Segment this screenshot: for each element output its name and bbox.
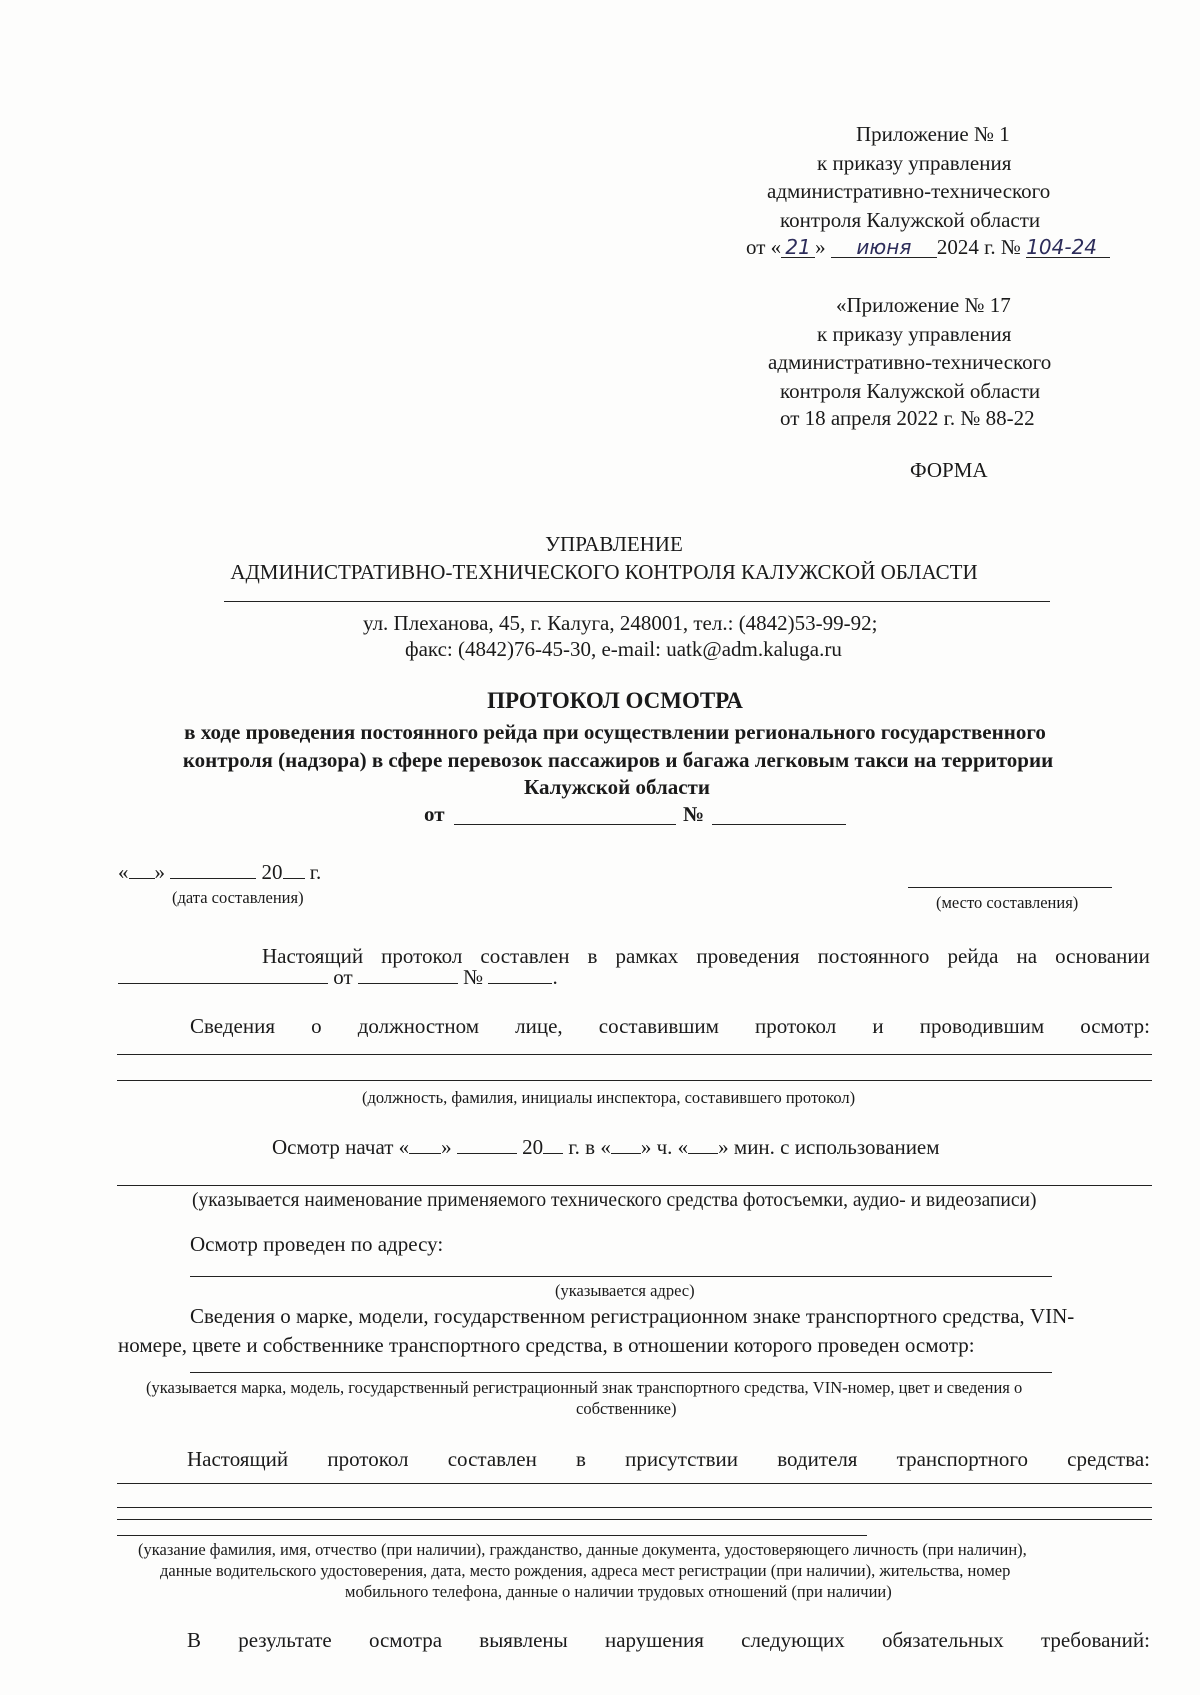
basis-word: проведения [696,944,800,968]
driver-line [187,1447,1150,1472]
basis-reference-line [118,965,558,990]
result-word: осмотра [368,1628,443,1652]
annex17-line-5: от 18 апреля 2022 г. № 88-22 [780,406,1035,430]
equipment-caption: (указывается наименование применяемого технического средства фотосъемки, аудио- и видеозаписи) [192,1190,1037,1211]
driver-word: средства: [1067,1447,1150,1471]
year-prefix: 20 [261,860,283,884]
annex1-month-handwritten: июня [831,237,937,258]
result-word: обязательных [881,1628,1004,1652]
start-day-blank [409,1139,441,1154]
driver-blank-3 [117,1519,1152,1520]
annex1-line-2: к приказу управления [817,151,1012,175]
driver-blank-4 [117,1535,867,1536]
driver-word: в [576,1447,586,1471]
agency-address: ул. Плеханова, 45, г. Калуга, 248001, тел.: (4842)53-99-92; [363,611,878,635]
driver-blank-2 [117,1507,1152,1508]
start-close-quote: » [441,1135,452,1159]
vehicle-line-1: Сведения о марке, модели, государственном регистрационном знаке транспортного средства, VIN- [190,1304,1075,1328]
basis-word: на [1016,944,1038,968]
result-word: выявлены [479,1628,568,1652]
start-time-at: г. в « [568,1135,611,1159]
start-minute-blank [688,1139,718,1154]
compose-date-line [118,860,321,885]
driver-caption-3: мобильного телефона, данные о наличии трудовых отношений (при наличии) [345,1582,892,1601]
driver-word: протокол [327,1447,409,1471]
annex1-date-mid: » [815,235,826,259]
basis-word: основании [1055,944,1150,968]
date-caption: (дата составления) [172,888,304,907]
basis-no-blank [488,967,552,984]
official-word: проводившим [919,1014,1045,1038]
equipment-blank [117,1185,1152,1186]
protocol-subtitle-2: контроля (надзора) в сфере перевозок пассажиров и багажа легковым такси на территории [182,748,1054,772]
year-suffix: г. [309,860,322,884]
annex1-year-suffix: 2024 г. № [936,235,1021,259]
date-close-quote: » [154,860,165,884]
driver-word: транспортного [896,1447,1028,1471]
start-minutes-label: » мин. с использованием [718,1135,940,1159]
annex17-line-1: «Приложение № 17 [836,293,1011,317]
driver-word: Настоящий [187,1447,289,1471]
annex1-date-prefix: от « [746,235,782,259]
annex1-date-line [746,235,1110,260]
protocol-title: ПРОТОКОЛ ОСМОТРА [487,688,743,713]
basis-word: постоянного [817,944,930,968]
place-blank [908,887,1112,888]
agency-rule [224,601,1050,602]
protocol-number-blank [712,824,846,825]
day-blank [129,864,155,879]
address-label: Осмотр проведен по адресу: [190,1232,444,1256]
result-line [187,1628,1150,1653]
vehicle-blank [190,1372,1052,1373]
start-line [272,1135,940,1160]
agency-name-line-1: УПРАВЛЕНИЕ [545,532,683,556]
result-word: требований: [1041,1628,1150,1652]
basis-from-label: от [333,965,353,989]
vehicle-caption-2: собственнике) [576,1399,677,1418]
driver-word: составлен [447,1447,537,1471]
official-line [190,1014,1150,1039]
result-word: В [187,1628,202,1652]
month-blank [170,864,256,879]
official-word: составившим [598,1014,719,1038]
vehicle-line-2: номере, цвете и собственнике транспортного средства, в отношении которого проведен осмотр: [118,1333,975,1357]
annex17-line-3: административно-технического [768,350,1052,374]
address-blank [190,1276,1052,1277]
annex1-number-handwritten: 104-24 [1026,237,1110,258]
basis-word: в [587,944,598,968]
basis-word: Настоящий [262,944,364,968]
agency-name-line-2: АДМИНИСТРАТИВНО-ТЕХНИЧЕСКОГО КОНТРОЛЯ КАЛУЖСКОЙ ОБЛАСТИ [230,560,978,584]
annex1-line-1: Приложение № 1 [856,122,1010,146]
result-word: результате [238,1628,332,1652]
protocol-from-label: от [424,802,445,826]
annex1-day-handwritten: 21 [781,237,815,258]
official-word: Сведения [190,1014,275,1038]
result-word: следующих [741,1628,845,1652]
basis-word: составлен [480,944,570,968]
start-open-quote: « [398,1135,410,1159]
annex1-line-4: контроля Калужской области [780,208,1041,232]
driver-caption-2: данные водительского удостоверения, дата, место рождения, адреса мест регистрации (при наличии), жительства, номер [160,1561,1011,1580]
basis-word: протокол [381,944,463,968]
place-caption: (место составления) [936,893,1079,912]
driver-word: присутствии [625,1447,739,1471]
official-word: о [311,1014,322,1038]
protocol-subtitle-1: в ходе проведения постоянного рейда при осуществлении регионального государственного [184,720,1046,744]
driver-word: водителя [777,1447,858,1471]
official-word: протокол [755,1014,837,1038]
official-word: должностном [357,1014,479,1038]
start-hours-label: » ч. « [640,1135,689,1159]
official-word: и [872,1014,884,1038]
official-blank-2 [117,1080,1152,1081]
start-prefix: Осмотр начат [272,1135,394,1159]
vehicle-caption-1: (указывается марка, модель, государственный регистрационный знак транспортного средства, VIN-номер, цвет и сведения о [146,1378,1023,1397]
date-open-quote: « [118,860,129,884]
basis-doc-blank [118,967,328,984]
basis-word: рамках [615,944,679,968]
driver-caption-1: (указание фамилия, имя, отчество (при наличии), гражданство, данные документа, удостоверяющего личность (при наличин), [138,1540,1027,1559]
basis-period: . [552,965,558,989]
protocol-subtitle-3: Калужской области [524,775,710,799]
address-caption: (указывается адрес) [555,1281,695,1300]
official-caption: (должность, фамилия, инициалы инспектора, составившего протокол) [362,1088,856,1107]
start-year-blank [543,1139,563,1154]
basis-no-label: № [463,965,484,989]
official-word: осмотр: [1080,1014,1150,1038]
driver-blank-1 [117,1483,1152,1484]
form-label: ФОРМА [910,458,988,482]
basis-date-blank [358,967,458,984]
official-word: лице, [515,1014,563,1038]
annex17-line-2: к приказу управления [817,322,1012,346]
result-word: нарушения [604,1628,704,1652]
official-blank-1 [117,1054,1152,1055]
annex1-line-3: административно-технического [767,179,1051,203]
start-year-prefix: 20 [522,1135,544,1159]
annex17-line-4: контроля Калужской области [780,379,1041,403]
start-month-blank [457,1139,517,1154]
agency-fax-email: факс: (4842)76-45-30, e-mail: uatk@adm.kaluga.ru [405,637,842,661]
start-hour-blank [611,1139,641,1154]
basis-word: рейда [947,944,999,968]
protocol-number-label: № [683,802,705,826]
year-blank [283,864,305,879]
protocol-date-blank [454,824,676,825]
